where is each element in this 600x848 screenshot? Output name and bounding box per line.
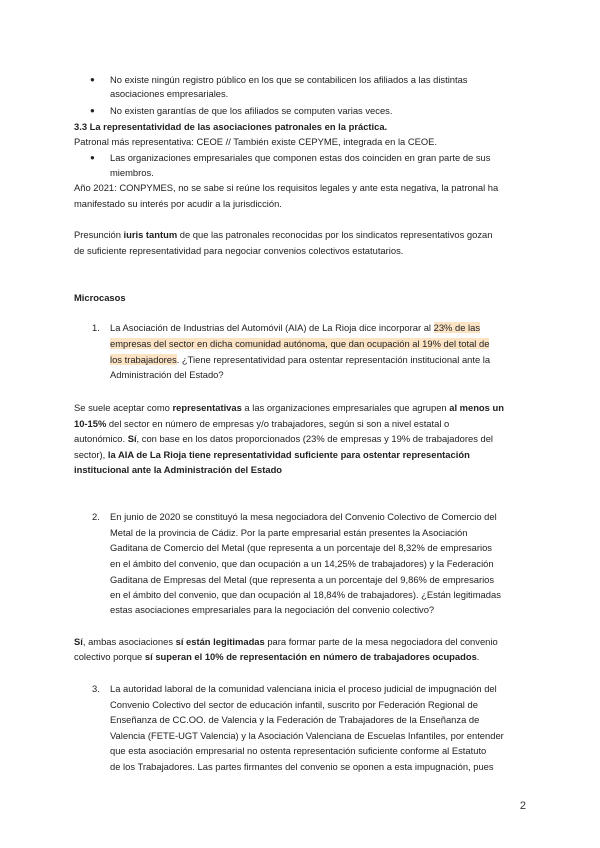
page-number: 2: [519, 800, 526, 812]
paragraph-line: de suficiente representatividad para negociar convenios colectivos estatutarios.: [74, 245, 404, 256]
bullet-text: Las organizaciones empresariales que componen estas dos coinciden en gran parte de sus: [110, 152, 491, 163]
bullet-text: No existen garantías de que los afiliados se computen varias veces.: [110, 105, 393, 116]
case-line: que esta asociación empresarial no ostenta representación suficiente conforme al Estatuto: [110, 745, 487, 756]
case-number: 1.: [92, 322, 100, 333]
case-line: en el ámbito del convenio, que dan ocupación a un 14,25% de trabajadores) y la Federación: [110, 558, 494, 569]
section-heading: 3.3 La representatividad de las asociaciones patronales en la práctica.: [74, 121, 388, 132]
case-line: Administración del Estado?: [110, 369, 224, 380]
case-line: Convenio Colectivo del sector de educación infantil, suscrito por Federación Regional de: [110, 699, 478, 710]
case-line: empresas del sector en dicha comunidad autónoma, que dan ocupación al 19% del total de: [110, 338, 490, 349]
answer-line: sector), la AIA de La Rioja tiene representatividad suficiente para ostentar representación: [74, 449, 470, 460]
bullet-text: No existe ningún registro público en los que se contabilicen los afiliados a las distintas: [110, 74, 468, 85]
paragraph-line: Presunción iuris tantum de que las patronales reconocidas por los sindicatos representativos gozan: [74, 229, 493, 240]
answer-line: colectivo porque sí superan el 10% de representación en número de trabajadores ocupados.: [74, 651, 480, 662]
case-number: 2.: [92, 511, 100, 522]
bullet-icon: ●: [90, 153, 95, 162]
case-line: En junio de 2020 se constituyó la mesa negociadora del Convenio Colectivo de Comercio del: [110, 511, 497, 522]
case-line: en el ámbito del convenio, que dan ocupación al 18,84% de trabajadores). ¿Están legitimadas: [110, 589, 501, 600]
bullet-icon: ●: [90, 75, 95, 84]
paragraph-line: Año 2021: CONPYMES, no se sabe si reúne los requisitos legales y ante esta negativa, la patronal ha: [74, 182, 499, 193]
case-line: La Asociación de Industrias del Automóvil (AIA) de La Rioja dice incorporar al 23% de las: [110, 322, 481, 333]
case-line: de los Trabajadores. Las partes firmantes del convenio se oponen a esta impugnación, pues: [110, 761, 494, 772]
case-line: La autoridad laboral de la comunidad valenciana inicia el proceso judicial de impugnación del: [110, 683, 497, 694]
answer-line: institucional ante la Administración del Estado: [74, 464, 283, 475]
case-number: 3.: [92, 683, 100, 694]
case-line: Gaditana de Comercio del Metal (que representa a un porcentaje del 8,32% de empresarios: [110, 542, 492, 553]
case-line: Enseñanza de CC.OO. de Valencia y la Federación de Trabajadores de la Enseñanza de: [110, 714, 480, 725]
bullet-icon: ●: [90, 106, 95, 115]
case-line: Gaditana de Empresas del Metal (que representa a un porcentaje del 9,86% de empresarios: [110, 574, 495, 585]
bullet-text: miembros.: [110, 167, 154, 178]
paragraph-line: manifestado su interés por acudir a la jurisdicción.: [74, 198, 282, 209]
case-line: Valencia (FETE-UGT Valencia) y la Asociación Valenciana de Escuelas Infantiles, por entender: [110, 730, 504, 741]
paragraph-line: Patronal más representativa: CEOE // También existe CEPYME, integrada en la CEOE.: [74, 136, 438, 147]
answer-line: 10-15% del sector en número de empresas y/o trabajadores, según si son a nivel estatal o: [74, 418, 450, 429]
bullet-text: asociaciones empresariales.: [110, 88, 229, 99]
microcasos-title: Microcasos: [74, 292, 126, 303]
case-line: Metal de la provincia de Cádiz. Por la parte empresarial están presentes la Asociación: [110, 527, 468, 538]
case-line: estas asociaciones empresariales para la negociación del convenio colectivo?: [110, 604, 435, 615]
answer-line: Sí, ambas asociaciones sí están legitimadas para formar parte de la mesa negociadora del convenio: [74, 636, 498, 647]
case-line: los trabajadores. ¿Tiene representatividad para ostentar representación institucional ante la: [110, 354, 491, 365]
answer-line: autonómico. Sí, con base en los datos proporcionados (23% de empresas y 19% de trabajadores del: [74, 433, 494, 444]
answer-line: Se suele aceptar como representativas a las organizaciones empresariales que agrupen al menos un: [74, 402, 504, 413]
